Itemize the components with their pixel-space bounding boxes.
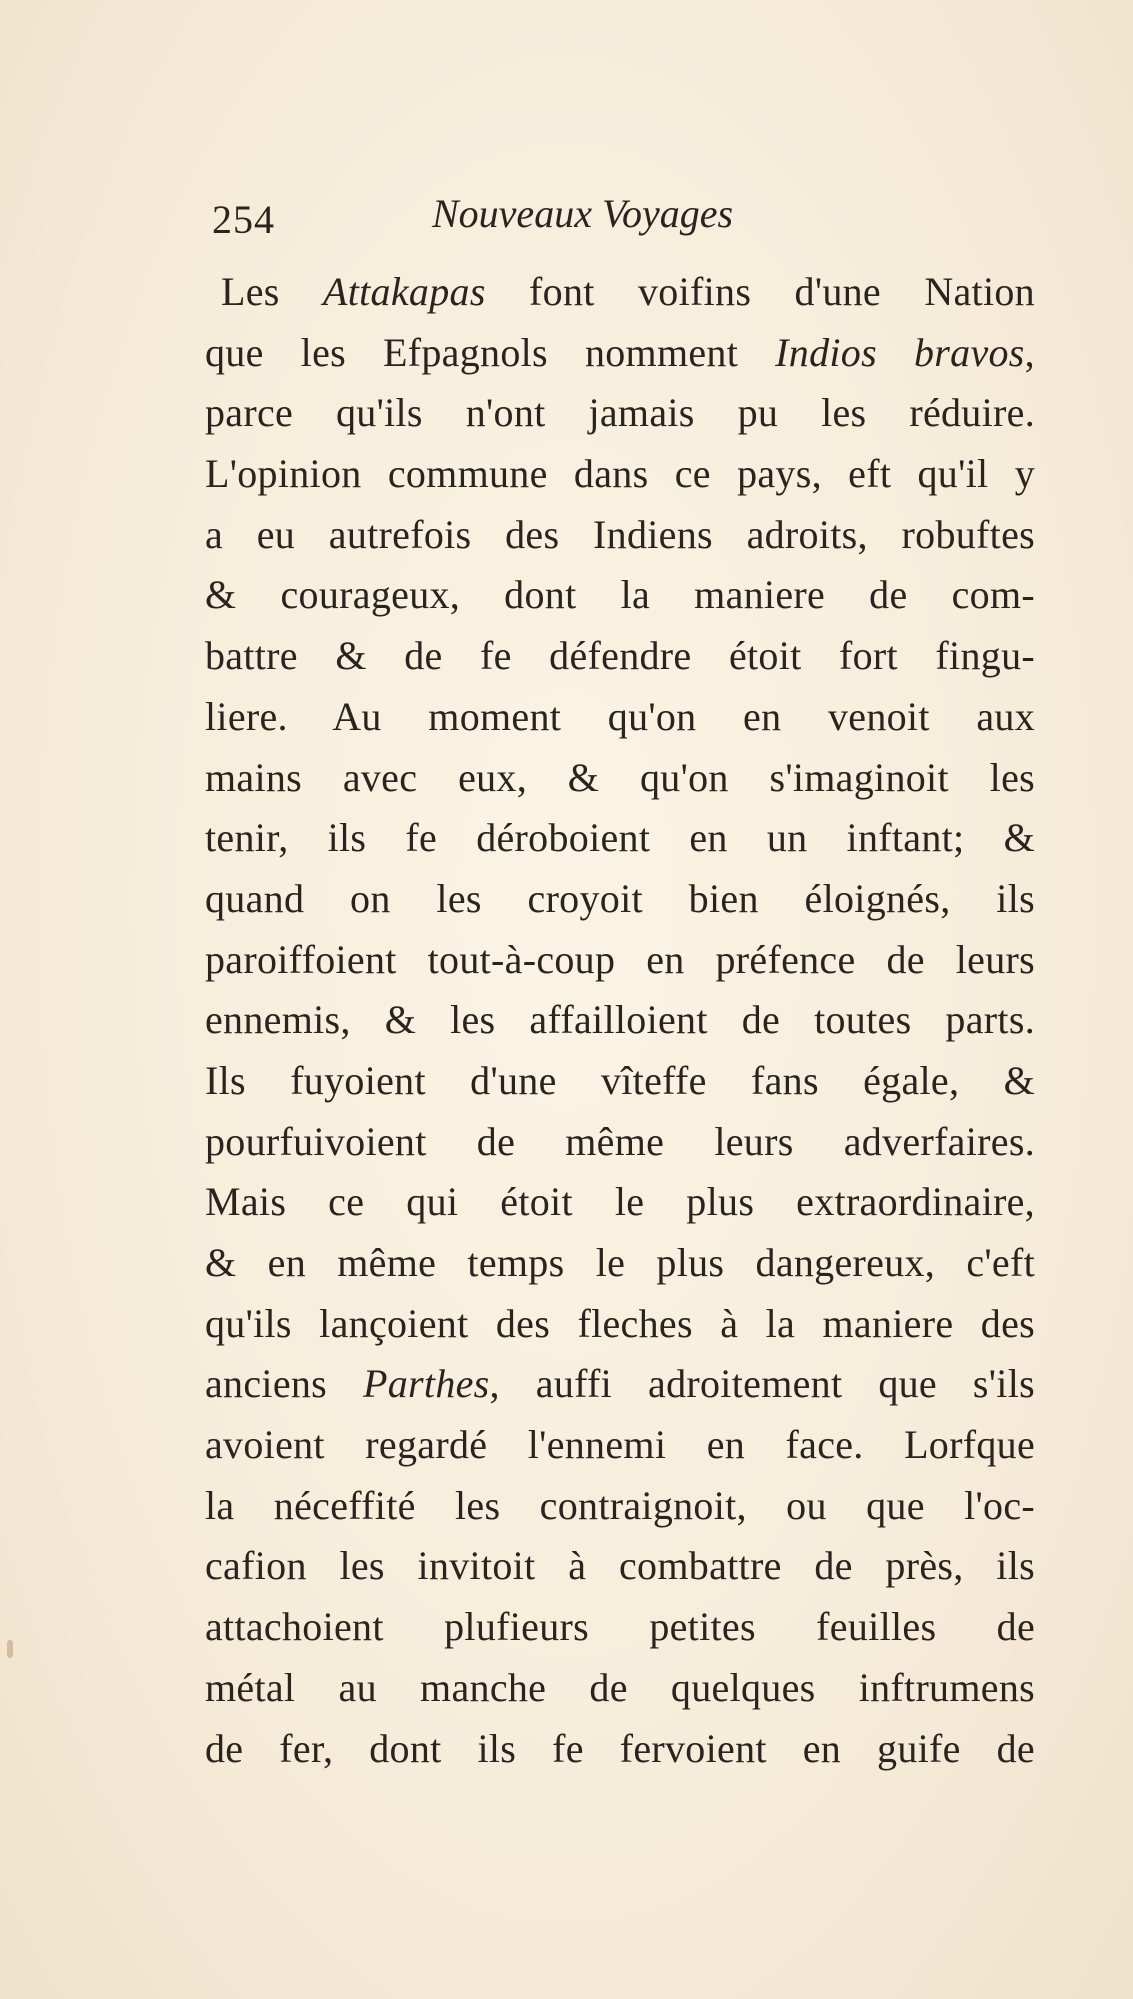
text-line: la néceffité les contraignoit, ou que l'oc- — [205, 1482, 1035, 1528]
text-line: anciens Parthes, auffi adroitement que s'ils — [205, 1361, 1035, 1407]
text-line: a eu autrefois des Indiens adroits, robuftes — [205, 511, 1035, 557]
text-line: mains avec eux, & qu'on s'imaginoit les — [205, 754, 1035, 800]
italic-name: Attakapas — [323, 269, 486, 314]
paper-stain — [7, 1640, 13, 1658]
text-line: paroiffoient tout-à-coup en préfence de leurs — [205, 936, 1035, 982]
text-line: avoient regardé l'ennemi en face. Lorfque — [205, 1422, 1035, 1468]
text-line: de fer, dont ils fe fervoient en guife de — [205, 1725, 1035, 1771]
text-line: métal au manche de quelques inftrumens — [205, 1664, 1035, 1710]
text-line: Les Attakapas font voifins d'une Nation — [221, 269, 1035, 314]
page-header — [212, 190, 912, 246]
italic-name: Indios bravos — [775, 329, 1025, 375]
text-line: pourfuivoient de même leurs adverfaires. — [205, 1118, 1035, 1164]
text-line: cafion les invitoit à combattre de près, ils — [205, 1543, 1035, 1589]
text-line: battre & de fe défendre étoit fort fingu- — [205, 633, 1035, 679]
text-line: tenir, ils fe déroboient en un inftant; & — [205, 815, 1035, 861]
running-title: Nouveaux Voyages — [432, 191, 734, 236]
text-line: qu'ils lançoient des fleches à la maniere des — [205, 1300, 1035, 1346]
text-line: L'opinion commune dans ce pays, eft qu'il y — [205, 451, 1035, 497]
italic-name: Parthes — [363, 1361, 490, 1407]
body-text — [205, 262, 1035, 1779]
text-line: ennemis, & les affailloient de toutes parts. — [205, 997, 1035, 1043]
page-number: 254 — [212, 197, 275, 242]
text-line: quand on les croyoit bien éloignés, ils — [205, 875, 1035, 921]
text-line: attachoient plufieurs petites feuilles de — [205, 1604, 1035, 1650]
text-line: que les Efpagnols nomment Indios bravos, — [205, 329, 1035, 375]
text-line: & courageux, dont la maniere de com- — [205, 572, 1035, 618]
text-line: liere. Au moment qu'on en venoit aux — [205, 693, 1035, 739]
text-line: & en même temps le plus dangereux, c'eft — [205, 1240, 1035, 1285]
text-line: parce qu'ils n'ont jamais pu les réduire. — [205, 390, 1035, 436]
text-line: Ils fuyoient d'une vîteffe fans égale, & — [205, 1057, 1035, 1103]
text-line: Mais ce qui étoit le plus extraordinaire, — [205, 1179, 1035, 1225]
